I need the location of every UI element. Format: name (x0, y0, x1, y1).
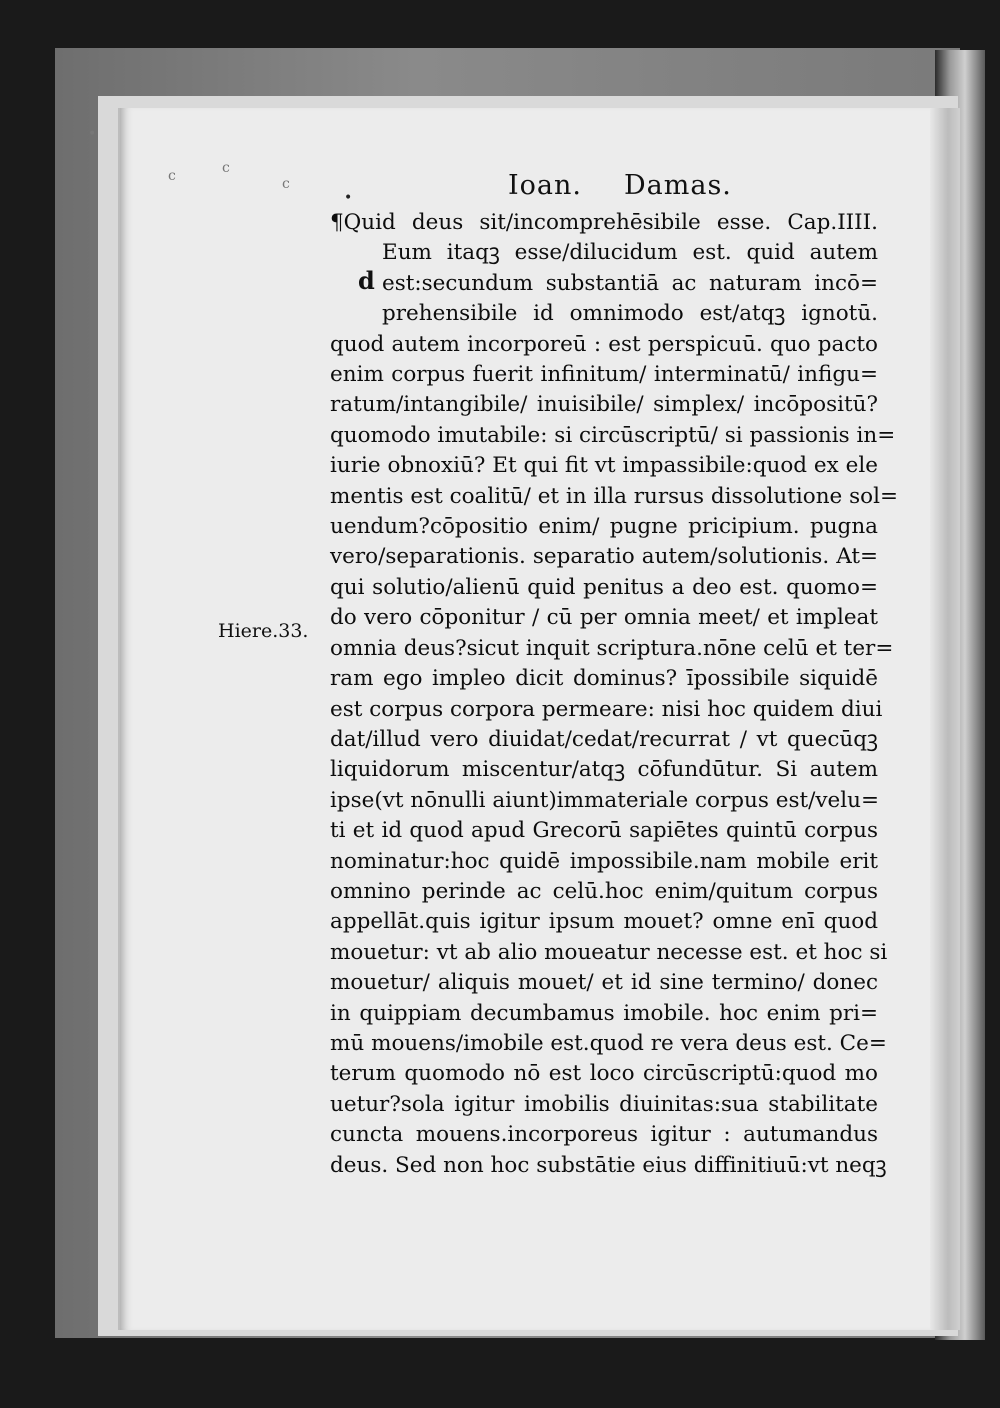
text-line: mouetur/ aliquis mouet/ et id sine termino/ donec (330, 970, 878, 996)
text-line: omnia deus?sicut inquit scriptura.nōne celū et ter= (330, 635, 894, 661)
text-line: qui solutio/alienū quid penitus a deo est. quomo= (330, 574, 878, 600)
page-gutter (930, 108, 960, 1330)
text-line: dat/illud vero diuidat/cedat/recurrat / vt quecūqꝫ (330, 726, 878, 752)
text-line: nominatur:hoc quidē impossibile.nam mobile erit (330, 848, 878, 874)
text-line: deus. Sed non hoc substātie eius diffinitiuū:vt neqꝫ (330, 1152, 887, 1178)
speck-mark: • (88, 126, 97, 142)
text-line: mentis est coalitū/ et in illa rursus dissolutione sol= (330, 483, 898, 509)
running-head-left: Ioan. (508, 170, 582, 201)
text-line: mū mouens/imobile est.quod re vera deus est. Ce= (330, 1030, 887, 1056)
text-line: ram ego impleo dicit dominus? īpossibile siquidē (330, 666, 878, 692)
text-line: iurie obnoxiū? Et qui fit vt impassibile:quod ex ele (330, 453, 878, 479)
margin-note-d: d (358, 266, 375, 295)
text-line: est:secundum substantiā ac naturam incō= (382, 270, 878, 296)
text-line: uendum?cōpositio enim/ pugne pricipium. pugna (330, 514, 878, 540)
text-line: mouetur: vt ab alio moueatur necesse est. et hoc si (330, 939, 888, 965)
speck-mark: c (282, 176, 290, 192)
text-line: uetur?sola igitur imobilis diuinitas:sua stabilitate (330, 1091, 878, 1117)
text-line: enim corpus fuerit infinitum/ interminatū/ infigu= (330, 362, 878, 388)
text-line: prehensibile id omnimodo est/atqꝫ ignotū. (382, 301, 878, 327)
text-line: est corpus corpora permeare: nisi hoc quidem diui (330, 696, 883, 722)
text-line: Eum itaqꝫ esse/dilucidum est. quid autem (382, 240, 878, 266)
speck-mark: c (168, 168, 176, 184)
text-line: liquidorum miscentur/atqꝫ cōfundūtur. Si autem (330, 757, 878, 783)
running-head-right: Damas. (624, 170, 732, 201)
chapter-heading: ¶Quid deus sit/incomprehēsibile esse. Cap.IIII. (330, 210, 878, 235)
margin-note-hiere: Hiere.33. (218, 620, 309, 642)
text-line: ratum/intangibile/ inuisibile/ simplex/ incōpositū? (330, 392, 878, 418)
text-line: cuncta mouens.incorporeus igitur : autumandus (330, 1122, 878, 1148)
speck-mark: c (222, 160, 230, 176)
speck-mark: • (344, 190, 353, 206)
text-line: terum quomodo nō est loco circūscriptū:quod mo (330, 1061, 878, 1087)
text-line: appellāt.quis igitur ipsum mouet? omne enī quod (330, 909, 878, 935)
text-line: ipse(vt nōnulli aiunt)immateriale corpus est/velu= (330, 787, 879, 813)
body-text (330, 208, 898, 1181)
text-line: vero/separationis. separatio autem/solutionis. At= (330, 544, 878, 570)
text-line: quomodo imutabile: si circūscriptū/ si passionis in= (330, 422, 896, 448)
text-line: in quippiam decumbamus imobile. hoc enim pri= (330, 1000, 878, 1026)
text-line: omnino perinde ac celū.hoc enim/quitum corpus (330, 878, 878, 904)
running-head (508, 170, 774, 201)
text-line: do vero cōponitur / cū per omnia meet/ et impleat (330, 605, 878, 631)
text-line: ti et id quod apud Grecorū sapiētes quintū corpus (330, 818, 878, 844)
text-line: quod autem incorporeū : est perspicuū. quo pacto (330, 331, 878, 357)
